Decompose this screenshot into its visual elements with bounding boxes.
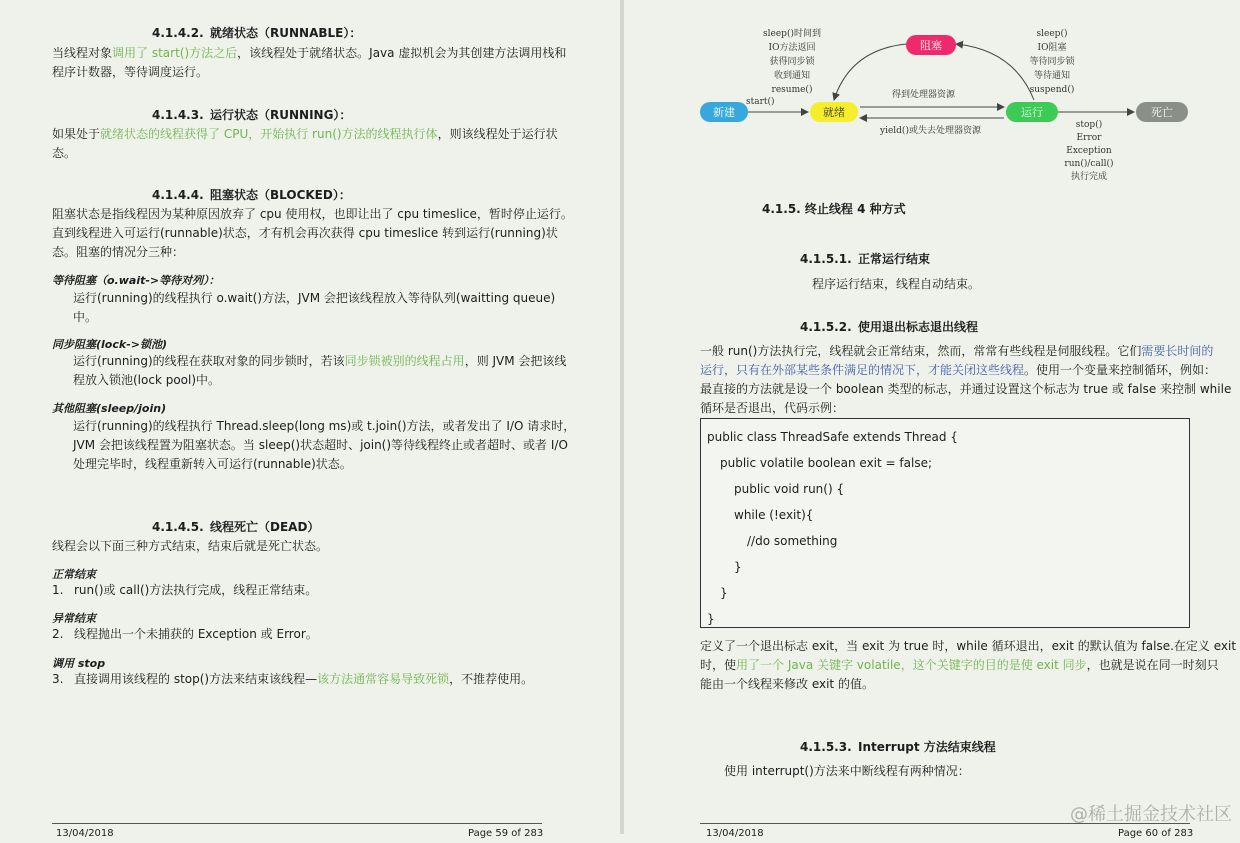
- left-label-2: 获得同步锁: [769, 57, 815, 67]
- paragraph-exit-flag-line4: 循环是否退出，代码示例：: [700, 401, 845, 415]
- dead-label-0: stop(): [1075, 120, 1103, 130]
- left-label-3: 收到通知: [773, 71, 811, 81]
- heading-terminate-thread: 4.1.5. 终止线程 4 种方式: [762, 202, 906, 216]
- dead-label-1: Error: [1076, 133, 1102, 143]
- state-ready-label: 就绪: [823, 106, 845, 119]
- heading-dead: 4.1.4.5. 线程死亡（DEAD）: [152, 520, 320, 534]
- list-item-exception-end: 2. 线程抛出一个未捕获的 Exception 或 Error。: [52, 627, 318, 641]
- state-new-label: 新建: [713, 106, 735, 119]
- code-line-1: public class ThreadSafe extends Thread {: [707, 430, 958, 444]
- paragraph-wait-line1: 运行(running)的线程执行 o.wait()方法，JVM 会把该线程放入等待队列(waitting queue): [73, 291, 556, 305]
- left-label-1: IO方法返回: [768, 43, 816, 53]
- code-line-7: }: [720, 586, 728, 600]
- heading-runnable: 4.1.4.2. 就绪状态（RUNNABLE）：: [152, 26, 362, 40]
- paragraph-blocked-line3: 态。阻塞的情况分三种：: [52, 245, 185, 259]
- thread-state-diagram: [624, 0, 1240, 190]
- paragraph-dead: 线程会以下面三种方式结束，结束后就是死亡状态。: [52, 539, 329, 553]
- paragraph-normal-exit: 程序运行结束，线程自动结束。: [812, 277, 981, 291]
- paragraph-exit-flag-line1: 一般 run()方法执行完，线程就会正常结束，然而，常常有些线程是伺服线程。它们需要长时间的: [700, 344, 1214, 358]
- dead-label-3: run()/call(): [1064, 159, 1114, 169]
- right-label-1: IO阻塞: [1037, 43, 1067, 53]
- paragraph-volatile-line1: 定义了一个退出标志 exit，当 exit 为 true 时，while 循环退出，exit 的默认值为 false.在定义 exit: [700, 639, 1237, 653]
- left-label-4: resume(): [771, 85, 813, 95]
- heading-blocked: 4.1.4.4. 阻塞状态（BLOCKED）：: [152, 188, 351, 202]
- subheading-sync-blocked: 同步阻塞(lock->锁池): [52, 338, 168, 351]
- code-line-2: public volatile boolean exit = false;: [720, 456, 932, 470]
- arrow-running-to-blocked: [956, 44, 1034, 100]
- subheading-normal-end: 正常结束: [52, 568, 96, 581]
- code-line-4: while (!exit){: [734, 508, 814, 522]
- subheading-wait-blocked: 等待阻塞（o.wait->等待对列）：: [52, 274, 220, 287]
- paragraph-wait-line2: 中。: [73, 310, 98, 324]
- edge-label-get-cpu: 得到处理器资源: [892, 90, 956, 100]
- list-item-normal-end: 1. run()或 call()方法执行完成，线程正常结束。: [52, 583, 318, 597]
- footer-page-number: Page 60 of 283: [1118, 828, 1194, 839]
- edge-label-start: start(): [746, 97, 775, 107]
- paragraph-blocked-line2: 直到线程进入可运行(runnable)状态，才有机会再次获得 cpu timeslice 转到运行(running)状: [52, 226, 558, 240]
- paragraph-other-line1: 运行(running)的线程执行 Thread.sleep(long ms)或 t.join()方法，或者发出了 I/O 请求时，: [73, 419, 576, 433]
- list-item-call-stop: 3. 直接调用该线程的 stop()方法来结束该线程—该方法通常容易导致死锁，不推荐使用。: [52, 672, 534, 686]
- dead-label-4: 执行完成: [1070, 172, 1108, 182]
- paragraph-exit-flag-line3: 最直接的方法就是设一个 boolean 类型的标志，并通过设置这个标志为 true 或 false 来控制 while: [700, 382, 1232, 396]
- heading-running: 4.1.4.3. 运行状态（RUNNING）：: [152, 108, 352, 122]
- heading-normal-exit: 4.1.5.1. 正常运行结束: [800, 252, 931, 266]
- dead-label-2: Exception: [1066, 146, 1112, 156]
- state-blocked-label: 阻塞: [920, 39, 942, 52]
- paragraph-sync-line2: 程放入锁池(lock pool)中。: [73, 373, 221, 387]
- paragraph-exit-flag-line2: 运行，只有在外部某些条件满足的情况下，才能关闭这些线程。使用一个变量来控制循环，例如：: [700, 363, 1217, 377]
- right-transition-labels: [1029, 28, 1075, 95]
- paragraph-sync-line1: 运行(running)的线程在获取对象的同步锁时，若该同步锁被别的线程占用，则 JVM 会把该线: [73, 354, 567, 368]
- heading-interrupt: 4.1.5.3. Interrupt 方法结束线程: [800, 740, 996, 754]
- subheading-exception-end: 异常结束: [52, 612, 96, 625]
- edge-label-yield: yield()或失去处理器资源: [880, 126, 981, 136]
- paragraph-runnable-line1: 当线程对象调用了 start()方法之后，该线程处于就绪状态。Java 虚拟机会为其创建方法调用栈和: [52, 46, 567, 60]
- document-page-60: [624, 0, 1240, 839]
- right-label-0: sleep(): [1036, 29, 1068, 39]
- paragraph-interrupt: 使用 interrupt()方法来中断线程有两种情况：: [724, 764, 970, 778]
- paragraph-other-line2: JVM 会把该线程置为阻塞状态。当 sleep()状态超时、join()等待线程终止或者超时、或者 I/O: [73, 438, 568, 452]
- paragraph-blocked-line1: 阻塞状态是指线程因为某种原因放弃了 cpu 使用权，也即让出了 cpu timeslice，暂时停止运行。: [52, 207, 573, 221]
- footer-date: 13/04/2018: [56, 828, 114, 839]
- watermark-text: @稀土掘金技术社区: [1070, 804, 1232, 825]
- paragraph-volatile-line3: 能由一个线程来修改 exit 的值。: [700, 677, 874, 691]
- paragraph-volatile-line2: 时，使用了一个 Java 关键字 volatile，这个关键字的目的是使 exit 同步，也就是说在同一时刻只: [700, 658, 1219, 672]
- paragraph-running-line2: 态。: [52, 146, 77, 160]
- heading-exit-flag: 4.1.5.2. 使用退出标志退出线程: [800, 320, 979, 334]
- paragraph-running-line1: 如果处于就绪状态的线程获得了 CPU，开始执行 run()方法的线程执行体，则该线程处于运行状: [52, 127, 558, 141]
- code-line-6: }: [734, 560, 742, 574]
- paragraph-runnable-line2: 程序计数器，等待调度运行。: [52, 65, 209, 79]
- right-label-2: 等待同步锁: [1029, 57, 1075, 67]
- code-line-3: public void run() {: [734, 482, 845, 496]
- footer-date: 13/04/2018: [706, 828, 764, 839]
- state-running-label: 运行: [1021, 106, 1043, 119]
- document-page-59: [0, 0, 620, 839]
- code-example-box: [700, 418, 1190, 628]
- paragraph-other-line3: 处理完毕时，线程重新转入可运行(runnable)状态。: [73, 457, 352, 471]
- code-line-5: //do something: [747, 534, 838, 548]
- right-label-4: suspend(): [1029, 85, 1075, 95]
- code-line-8: }: [707, 612, 715, 626]
- dead-transition-labels: [1064, 119, 1113, 182]
- left-transition-labels: [763, 27, 821, 95]
- state-dead-label: 死亡: [1151, 106, 1173, 119]
- subheading-other-blocked: 其他阻塞(sleep/join): [52, 402, 167, 415]
- subheading-call-stop: 调用 stop: [52, 657, 106, 670]
- left-label-0: sleep()时间到: [763, 29, 821, 39]
- right-label-3: 等待通知: [1033, 71, 1071, 81]
- footer-page-number: Page 59 of 283: [468, 828, 544, 839]
